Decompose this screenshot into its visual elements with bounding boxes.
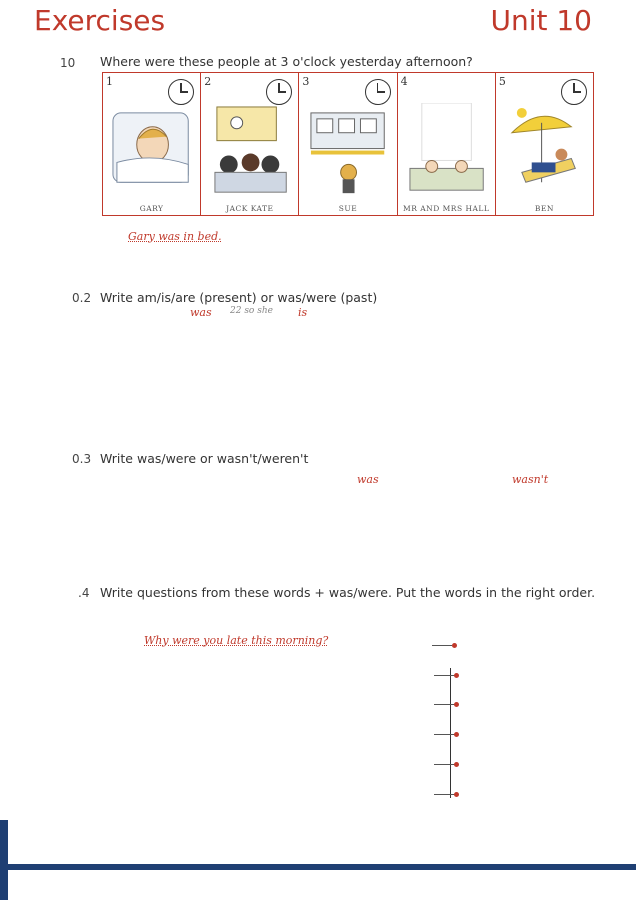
exercise-1-example-answer: Gary was in bed. — [128, 230, 222, 243]
restaurant-scene-illustration — [404, 103, 489, 198]
clock-icon — [365, 79, 391, 105]
panel-1 — [103, 73, 201, 215]
panel-number: 4 — [400, 75, 408, 88]
page-title: Exercises — [34, 4, 166, 37]
marker-dot — [454, 702, 459, 707]
marker-dot — [454, 673, 459, 678]
exercise-2-answer-is: is — [298, 306, 308, 319]
exercise-3-answer-was: was — [357, 473, 379, 486]
panel-4 — [398, 73, 496, 215]
panel-number: 3 — [302, 75, 310, 88]
exercise-1-instruction: Where were these people at 3 o'clock yesterday afternoon? — [100, 54, 473, 69]
exercise-3-instruction: Write was/were or wasn't/weren't — [100, 451, 309, 466]
clock-icon — [266, 79, 292, 105]
beach-scene-illustration — [502, 103, 587, 198]
panel-name: GARY — [139, 204, 164, 213]
marker-dot — [452, 643, 457, 648]
panel-3 — [299, 73, 397, 215]
panel-name: MR AND MRS HALL — [403, 204, 490, 213]
marker-line — [432, 645, 452, 646]
panel-name: SUE — [338, 204, 358, 213]
marker-dot — [454, 792, 459, 797]
station-scene-illustration — [305, 103, 390, 198]
exercise-2-number: 0.2 — [72, 291, 92, 305]
panel-name: BEN — [534, 204, 554, 213]
exercise-2-fragment: 22 so she — [230, 306, 273, 314]
marker-line — [434, 794, 456, 795]
marker-line — [434, 704, 456, 705]
exercise-1-number: 10 — [60, 56, 76, 70]
exercise-4-instruction: Write questions from these words + was/were. Put the words in the right order. — [100, 585, 596, 600]
marker-line — [434, 675, 456, 676]
exercise-2-instruction: Write am/is/are (present) or was/were (past) — [100, 290, 378, 305]
panel-number: 2 — [204, 75, 212, 88]
clock-icon — [561, 79, 587, 105]
book-spine — [0, 820, 8, 900]
picture-panels — [102, 72, 594, 216]
marker-line — [434, 734, 456, 735]
panel-number: 1 — [106, 75, 113, 88]
panel-2 — [201, 73, 299, 215]
panel-name: JACK KATE — [226, 204, 274, 213]
page-bottom-bar — [6, 864, 636, 870]
exercise-4-number: .4 — [78, 586, 90, 600]
unit-label: Unit 10 — [490, 4, 592, 37]
marker-line — [434, 764, 456, 765]
exercise-4-example-answer: Why were you late this morning? — [144, 634, 329, 647]
clock-icon — [168, 79, 194, 105]
exercise-3-number: 0.3 — [72, 452, 92, 466]
marker-dot — [454, 732, 459, 737]
cinema-scene-illustration — [207, 103, 292, 198]
exercise-3-answer-wasnt: wasn't — [512, 473, 549, 486]
bed-scene-illustration — [109, 103, 194, 198]
panel-5 — [496, 73, 593, 215]
exercise-2-answer-was: was — [190, 306, 212, 319]
panel-number: 5 — [498, 75, 506, 88]
marker-dot — [454, 762, 459, 767]
